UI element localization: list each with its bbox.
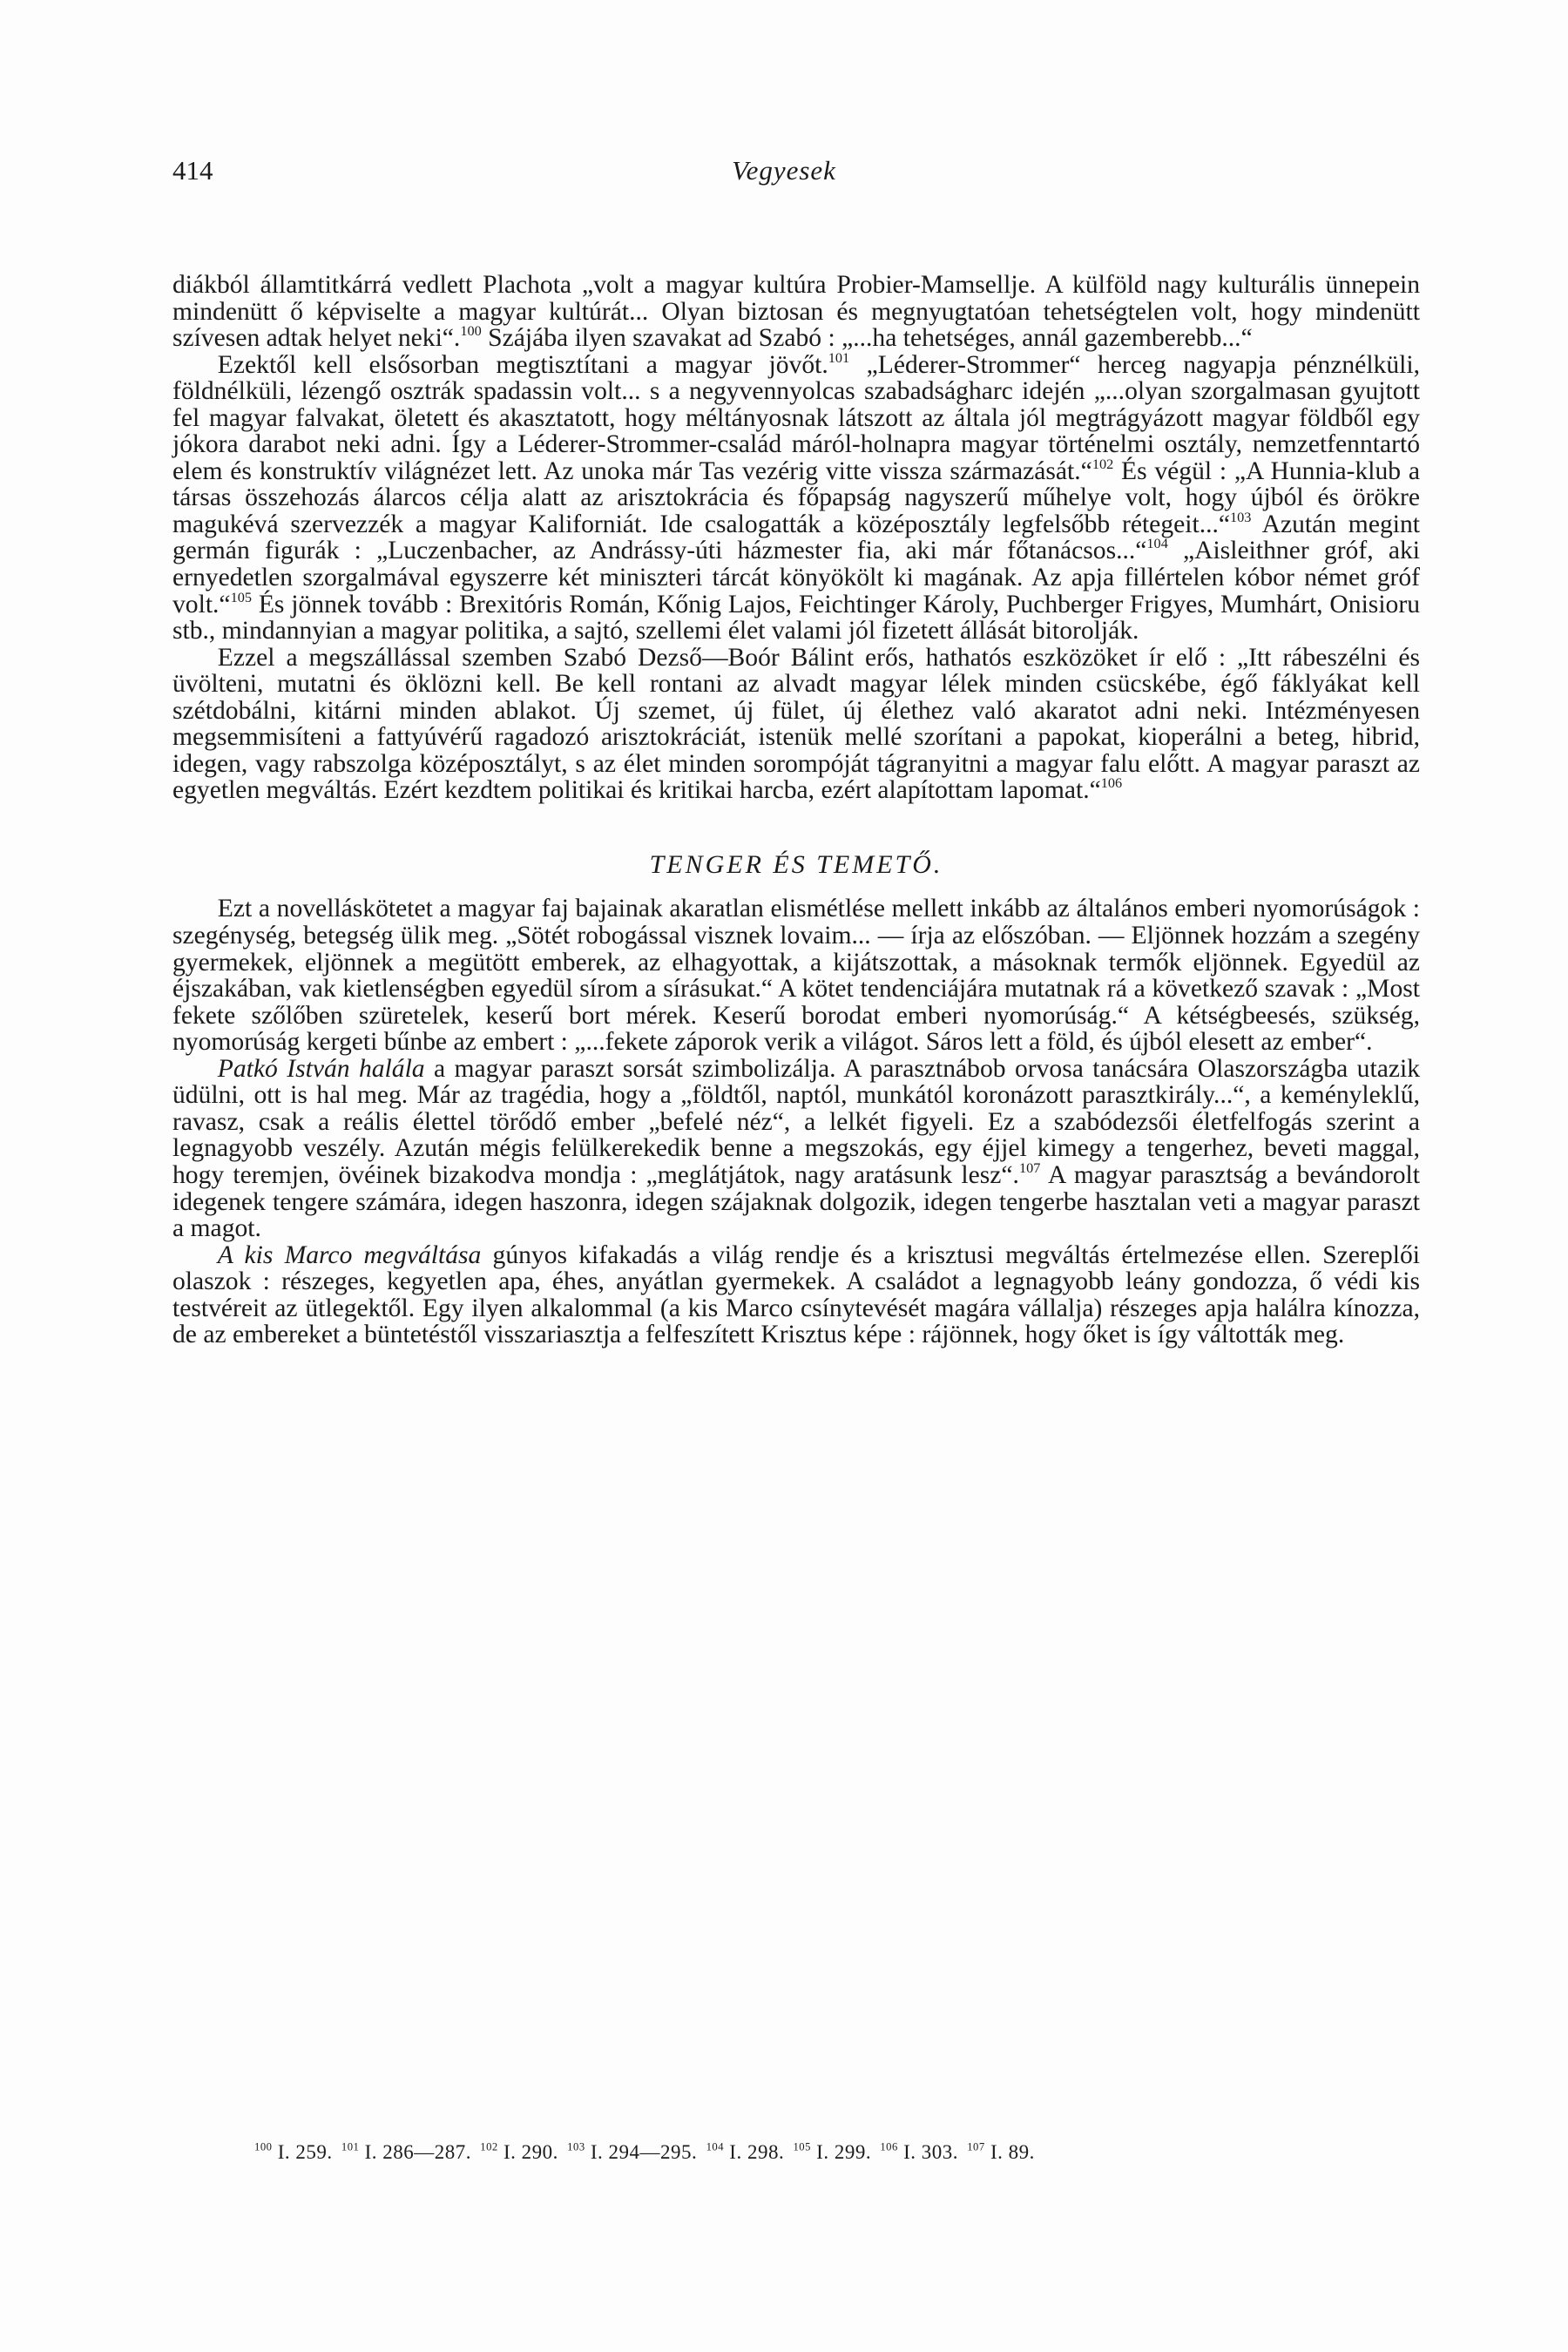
paragraph <box>172 1242 1420 1348</box>
footnote-ref: 106 <box>1100 774 1123 792</box>
paragraph <box>172 645 1420 804</box>
section-title: TENGER ÉS TEMETŐ. <box>649 849 943 879</box>
work-title: A kis Marco megváltása <box>217 1240 482 1269</box>
footnote <box>880 2141 960 2163</box>
footnote <box>254 2141 335 2163</box>
footnote-number: 100 <box>254 2140 273 2153</box>
footnote-ref: 102 <box>1092 455 1114 472</box>
page-header <box>172 155 1396 197</box>
footnote-text: I. 286—287. <box>364 2141 472 2163</box>
footnote <box>967 2141 1037 2163</box>
footnote-text: I. 299. <box>816 2141 872 2163</box>
footnote-number: 106 <box>880 2140 898 2153</box>
footnote-number: 105 <box>793 2140 811 2153</box>
text-run: „Léderer-Strommer“ herceg nagyapja pénznélküli, földnélküli, lézengő osztrák spadassin volt... s a negyvennyolcas szabadságharc idején „...olyan szorgalmasan gyujtott fel magyar falvakat, öletett és akasztatott, hogy méltányosnak látszott az általa jól megtrágyázott magyar földből egy jókora darabot neki adni. Így a Léderer-Strommer-család máról-holnapra magyar történelmi osztály, nemzetfenntartó elem és konstruktív világnézet lett. Az unoka már Tas vezérig vitte vissza származását.“ <box>172 350 1420 485</box>
footnote-ref: 107 <box>1018 1159 1041 1176</box>
footnote-text: I. 294—295. <box>590 2141 698 2163</box>
footnote-text: I. 303. <box>903 2141 958 2163</box>
main-text <box>172 272 1420 1348</box>
footnote <box>480 2141 560 2163</box>
footnote-text: I. 298. <box>729 2141 785 2163</box>
text-run: A magyar parasztság a bevándorolt idegenek tengere számára, idegen haszonra, idegen szájaknak dolgozik, idegen tengerbe hasztalan veti a magyar paraszt a magot. <box>172 1160 1420 1243</box>
footnote <box>341 2141 473 2163</box>
text-run: Ezektől kell elsősorban megtisztítani a magyar jövőt. <box>217 350 828 379</box>
footnote <box>567 2141 699 2163</box>
footnote-number: 102 <box>480 2140 498 2153</box>
text-run: Ezt a novelláskötetet a magyar faj bajainak akaratlan elismétlése mellett inkább az általános emberi nyomorúságok : szegénység, betegség ülik meg. „Sötét robogással visznek lovaim... — írja az előszóban. — Eljönnek hozzám a szegény gyermekek, eljönnek a megütött emberek, az elhagyottak, a kijátszottak, a másoknak termők eljönnek. Egyedül az éjszakában, vak kietlenségben egyedül sírom a sírásukat.“ A kötet tendenciájára mutatnak rá a következő szavak : „Most fekete szőlőben szüretelek, keserű bort mérek. Keserű borodat emberi nyomorúság.“ A kétségbeesés, szükség, nyomorúság kergeti bűnbe az embert : „...fekete záporok verik a világot. Sáros lett a föld, és újból elesett az ember“. <box>172 895 1420 1057</box>
footnote-text: I. 259. <box>277 2141 333 2163</box>
footnotes <box>254 2141 1420 2164</box>
text-run: a magyar paraszt sorsát szimbolizálja. A parasztnábob orvosa tanácsára Olaszországba utazik üdülni, ott is hal meg. Már az tragédia, hogy a „földtől, naptól, munkától koronázott parasztkirály...“, a keményleklű, ravasz, csak a reális élettel törődő ember „befelé néz“, a lelkét figyeli. Ez a szabódezsői életfelfogás szerint a legnagyobb veszély. Azután mégis felülkerekedik benne a megszokás, egy éjjel kimegy a tengerhez, beveti maggal, hogy teremjen, övéinek bizakodva mondja : „meglátjátok, nagy aratásunk lesz“. <box>172 1054 1420 1189</box>
footnote-number: 101 <box>341 2140 360 2153</box>
footnote-ref: 104 <box>1146 535 1168 552</box>
paragraph <box>172 896 1420 1055</box>
work-title: Patkó István halála <box>217 1054 425 1083</box>
footnote-ref: 105 <box>230 588 252 605</box>
running-title: Vegyesek <box>732 155 836 186</box>
footnote-number: 104 <box>706 2140 725 2153</box>
text-run: diákból államtitkárrá vedlett Plachota „volt a magyar kultúra Probier-Mamsellje. A külföld nagy kulturális ünnepein mindenütt ő képviselte a magyar kultúrát... Olyan biztosan és megnyugtatóan tehetségtelen volt, hogy mindenütt szívesen adtak helyet neki“. <box>172 271 1420 353</box>
footnote <box>706 2141 787 2163</box>
text-run: És jönnek tovább : Brexitóris Román, Kőnig Lajos, Feichtinger Károly, Puchberger Frigyes, Mumhárt, Onisioru stb., mindannyian a magyar politika, a sajtó, szellemi élet valami jól fizetett állását bitorolják. <box>172 590 1420 645</box>
text-run: gúnyos kifakadás a világ rendje és a krisztusi megváltás értelmezése ellen. Szereplői olaszok : részeges, kegyetlen apa, éhes, anyátlan gyermekek. A családot a legnagyobb leány gondozza, ő védi kis testvéreit az ütlegektől. Egy ilyen alkalommal (a kis Marco csínytevését magára vállalja) részeges apja halálra kínozza, de az embereket a büntetéstől visszariasztja a felfeszített Krisztus képe : rájönnek, hogy őket is így váltották meg. <box>172 1240 1420 1349</box>
footnote-number: 107 <box>967 2140 985 2153</box>
paragraph <box>172 272 1420 352</box>
footnote-number: 103 <box>567 2140 585 2153</box>
text-run: Ezzel a megszállással szemben Szabó Dezső—Boór Bálint erős, hathatós eszközöket ír elő : „Itt rábeszélni és üvölteni, mutatni és öklözni kell. Be kell rontani az alvadt magyar lélek minden csücskébe, égő fáklyákat kell szétdobálni, kitárni minden ablakot. Új szemet, új fület, új élethez való akaratot adni neki. Intézményesen megsemmisíteni a fattyúvérű ragadozó arisztokráciát, istenük mellé szorítani a papokat, kioperálni a beteg, hibrid, idegen, vagy rabszolga középosztályt, s az élet minden sorompóját tágranyitni a magyar falu előtt. A magyar paraszt az egyetlen megváltás. Ezért kezdtem politikai és kritikai harcba, ezért alapítottam lapomat.“ <box>172 643 1420 805</box>
text-run: Azután megint germán figurák : „Luczenbacher, az Andrássy-úti házmester fia, aki már főtanácsos...“ <box>172 510 1420 565</box>
footnote <box>793 2141 873 2163</box>
text-run: „Aisleithner gróf, aki ernyedetlen szorgalmával egyszerre két miniszteri tárcát könyökölt ki magának. Az apja fillértelen kóbor német gróf volt.“ <box>172 537 1420 618</box>
footnote-ref: 100 <box>460 321 482 339</box>
footnote-text: I. 89. <box>990 2141 1035 2163</box>
paragraph <box>172 1056 1420 1242</box>
text-run: És végül : „A Hunnia-klub a társas összehozás álarcos célja alatt az arisztokrácia és főpapság nagyszerű műhelye volt, hogy újból és örökre magukévá szervezzék a magyar Kaliforniát. Ide csalogatták a középosztály legfelsőbb rétegeit...“ <box>172 456 1420 538</box>
text-run: Szájába ilyen szavakat ad Szabó : „...ha tehetséges, annál gazemberebb...“ <box>481 324 1253 353</box>
footnote-text: I. 290. <box>504 2141 558 2163</box>
footnote-ref: 101 <box>828 348 850 366</box>
paragraph <box>172 348 1420 645</box>
page-number: 414 <box>172 155 213 186</box>
footnote-ref: 103 <box>1230 508 1252 525</box>
